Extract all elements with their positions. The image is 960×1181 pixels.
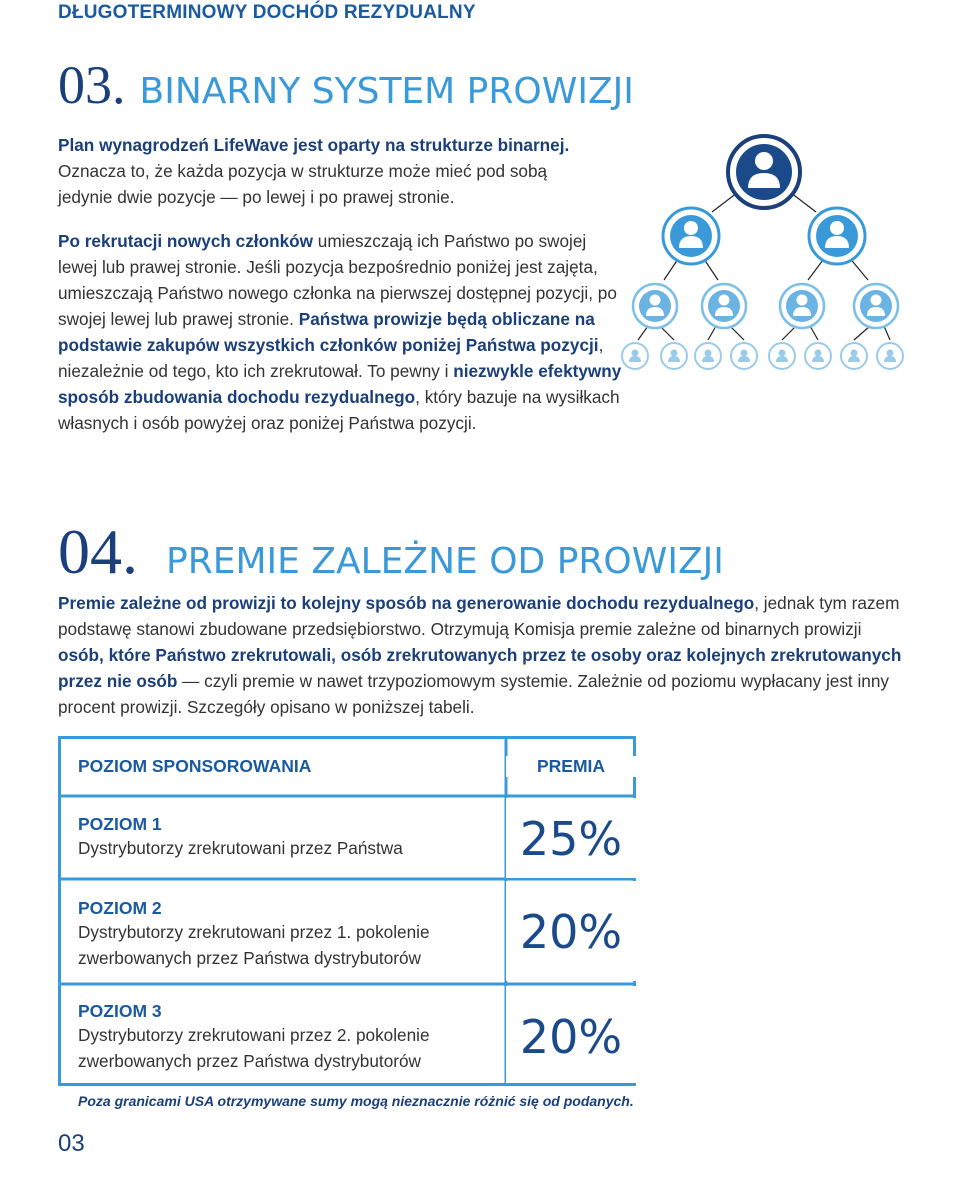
user-icon (780, 284, 824, 328)
row-description: Dystrybutorzy zrekrutowani przez 1. pokolenie zwerbowanych przez Państwa dystrybutorów (78, 922, 430, 968)
section-4-text-2: — czyli premie w nawet trzypoziomowym systemie. Zależnie od poziomu wypłacany jest inny procent prowizji. Szczegóły opisano w poniższej tabeli. (58, 671, 890, 717)
section-4-text-1: , jednak tym razem podstawę stanowi zbudowane przedsiębiorstwo. Otrzymują Komisja premie zależne od binarnych prowizji (58, 593, 900, 639)
table-footnote: Poza granicami USA otrzymywane sumy mogą nieznacznie różnić się od podanych. (78, 1093, 634, 1109)
user-icon (663, 208, 719, 264)
section-3-number: 03. (58, 55, 126, 115)
section-3-p2-text-2: , niezależnie od tego, kto ich zrekrutował. To pewny i (58, 335, 604, 381)
section-4-bold-2: osób, które Państwo zrekrutowali, osób zrekrutowanych przez te osoby oraz kolejnych zrekrutowanych przez nie osób (58, 645, 902, 691)
row-level-label: POZIOM 3 (78, 1001, 162, 1021)
table-header-level: POZIOM SPONSOROWANIA (78, 756, 312, 776)
section-3-title: BINARNY SYSTEM PROWIZJI (139, 71, 634, 112)
section-3-paragraph-1 (58, 132, 578, 210)
page-header-title: DŁUGOTERMINOWY DOCHÓD REZYDUALNY (58, 2, 476, 23)
table-row-bonus (506, 798, 636, 878)
user-icon (702, 284, 746, 328)
row-percentage: 25% (519, 812, 623, 866)
row-level-label: POZIOM 1 (78, 814, 162, 834)
section-3-p2-bold-2: Państwa prowizje będą obliczane na podstawie zakupów wszystkich członków poniżej Państwa pozycji (58, 309, 599, 355)
bonus-table (58, 736, 636, 1086)
row-description: Dystrybutorzy zrekrutowani przez 2. pokolenie zwerbowanych przez Państwa dystrybutorów (78, 1025, 430, 1071)
binary-tree-diagram (618, 128, 918, 388)
section-3-p2-text-3: , który bazuje na wysiłkach własnych i osób powyżej oraz poniżej Państwa pozycji. (58, 387, 620, 433)
user-icon (728, 136, 800, 208)
section-4-paragraph (58, 590, 903, 720)
section-4-heading (58, 516, 724, 587)
row-percentage: 20% (519, 905, 623, 959)
section-3-p2-bold-3: niezwykle efektywny sposób zbudowania dochodu rezydualnego (58, 361, 622, 407)
row-percentage: 20% (519, 1010, 623, 1064)
section-3-p2-text-1: umieszczają ich Państwo po swojej lewej lub prawej stronie. Jeśli pozycja bezpośrednio poniżej jest zajęta, umieszczają Państwo nowego członka na pierwszej dostępnej pozycji, po swojej lewej lub prawej stronie. (58, 231, 617, 329)
user-icon (854, 284, 898, 328)
section-3-p1-bold: Plan wynagrodzeń LifeWave jest oparty na strukturze binarnej. (58, 135, 570, 155)
table-row (78, 898, 498, 971)
row-description: Dystrybutorzy zrekrutowani przez Państwa (78, 838, 403, 858)
section-3-p1-text: Oznacza to, że każda pozycja w strukturze może mieć pod sobą jedynie dwie pozycje — po lewej i po prawej stronie. (58, 161, 548, 207)
table-row (78, 814, 498, 861)
section-4-number: 04. (58, 516, 138, 587)
section-3-paragraph-2 (58, 228, 628, 436)
user-icon (809, 208, 865, 264)
row-level-label: POZIOM 2 (78, 898, 162, 918)
page-number: 03 (58, 1130, 85, 1157)
table-row-bonus (506, 881, 636, 981)
table-row (78, 1001, 498, 1074)
table-row-bonus (506, 986, 636, 1083)
section-4-title: PREMIE ZALEŻNE OD PROWIZJI (166, 541, 724, 582)
user-icon (633, 284, 677, 328)
section-3-p2-bold-1: Po rekrutacji nowych członków (58, 231, 314, 251)
table-header-bonus: PREMIA (506, 756, 636, 777)
section-3-heading (58, 55, 634, 115)
section-4-bold-1: Premie zależne od prowizji to kolejny sposób na generowanie dochodu rezydualnego (58, 593, 755, 613)
